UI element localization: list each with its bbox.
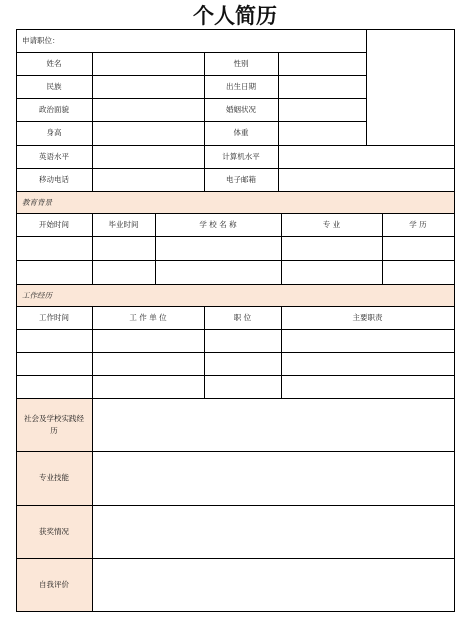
work-header-company: 工 作 单 位 (129, 312, 167, 322)
phone-label: 移动电话 (39, 174, 69, 184)
email-label: 电子邮箱 (226, 174, 256, 184)
weight-label: 体重 (233, 128, 249, 137)
work-row-1[interactable] (16, 329, 454, 352)
work-row-3[interactable] (16, 375, 454, 398)
phone-field[interactable] (92, 168, 204, 191)
edu-header-graduate: 毕业时间 (108, 219, 139, 229)
birthdate-field[interactable] (278, 75, 366, 98)
gender-field[interactable] (278, 52, 366, 75)
work-header-position: 职 位 (233, 312, 252, 322)
english-level-label: 英语水平 (39, 151, 69, 161)
email-field[interactable] (278, 168, 454, 191)
computer-level-field[interactable] (278, 145, 454, 168)
practice-experience-label: 社会及学校实践经历 (16, 398, 92, 451)
birthdate-label: 出生日期 (226, 81, 256, 91)
awards-field[interactable] (92, 505, 454, 558)
work-row-2[interactable] (16, 352, 454, 375)
height-label: 身高 (46, 128, 62, 137)
work-section-label: 工作经历 (22, 290, 52, 300)
edu-header-start: 开始时间 (39, 219, 69, 229)
marital-status-label: 婚姻状况 (226, 104, 256, 114)
computer-level-label: 计算机水平 (222, 151, 260, 161)
political-status-field[interactable] (92, 98, 204, 121)
practice-experience-field[interactable] (92, 398, 454, 451)
gender-label: 性别 (233, 58, 249, 68)
awards-label: 获奖情况 (16, 505, 92, 558)
weight-field[interactable] (278, 121, 366, 145)
skills-label: 专业技能 (16, 451, 92, 505)
edu-header-school: 学 校 名 称 (199, 219, 237, 229)
name-field[interactable] (92, 52, 204, 75)
target-position-label: 申请职位： (22, 35, 60, 45)
skills-field[interactable] (92, 451, 454, 505)
work-header-duties: 主要职责 (352, 312, 383, 322)
work-header-time: 工作时间 (39, 312, 69, 322)
page-title: 个人简历 (193, 3, 277, 28)
political-status-label: 政治面貌 (39, 104, 69, 114)
marital-status-field[interactable] (278, 98, 366, 121)
ethnicity-field[interactable] (92, 75, 204, 98)
self-evaluation-label: 自我评价 (16, 558, 92, 611)
self-evaluation-field[interactable] (92, 558, 454, 611)
edu-header-major: 专 业 (322, 219, 341, 229)
edu-header-degree: 学 历 (409, 219, 427, 229)
name-label: 姓名 (46, 58, 62, 68)
edu-row-1[interactable] (16, 236, 454, 260)
height-field[interactable] (92, 121, 204, 145)
photo-area[interactable] (366, 29, 454, 145)
edu-row-2[interactable] (16, 260, 454, 284)
education-section-label: 教育背景 (22, 197, 52, 207)
ethnicity-label: 民族 (46, 81, 62, 91)
english-level-field[interactable] (92, 145, 204, 168)
